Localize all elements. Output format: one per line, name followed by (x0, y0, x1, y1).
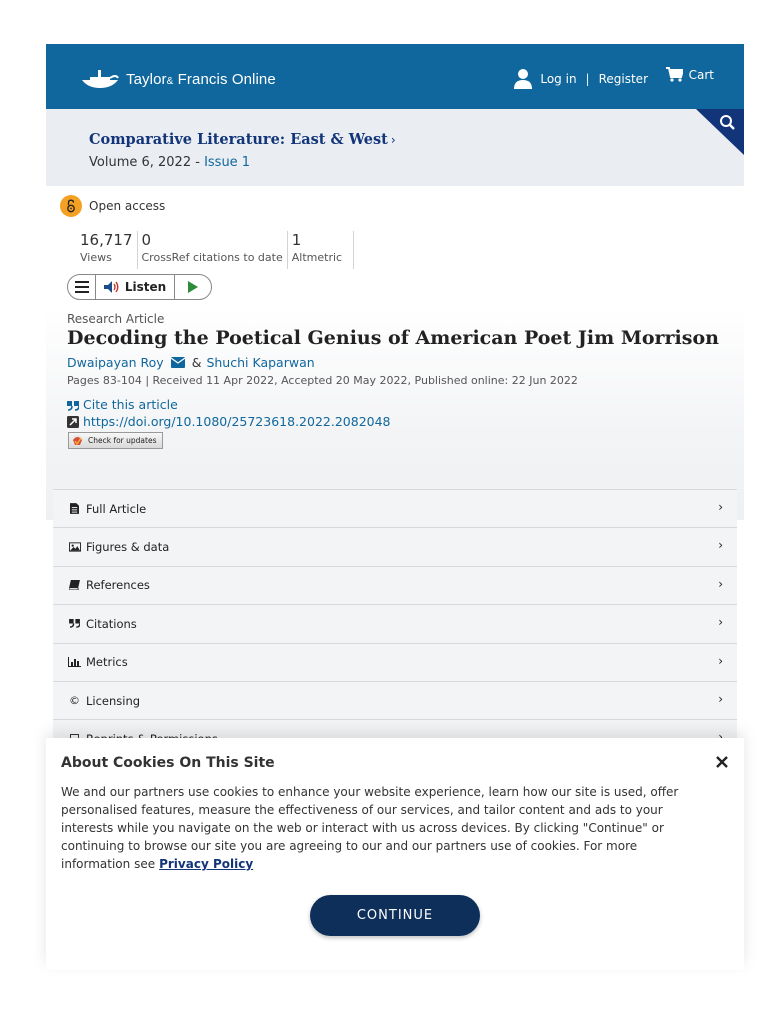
site-logo[interactable] (80, 68, 276, 90)
article-title: Decoding the Poetical Genius of American Poet Jim Morrison (67, 327, 719, 349)
metric-label: Views (80, 251, 112, 264)
listen-widget (67, 274, 212, 300)
journal-band (46, 109, 744, 186)
chevron-right-icon: › (718, 691, 723, 706)
section-full-article[interactable] (53, 489, 737, 527)
separator: | (585, 72, 590, 86)
publication-info: Pages 83-104 | Received 11 Apr 2022, Accepted 20 May 2022, Published online: 22 Jun 2022 (67, 374, 578, 387)
cookie-text (61, 783, 701, 873)
user-links (513, 68, 648, 90)
cart-icon (666, 67, 683, 82)
image-icon (68, 541, 81, 553)
chevron-right-icon: › (718, 653, 723, 668)
metric-views[interactable] (80, 231, 138, 269)
play-icon (188, 281, 198, 293)
section-citations[interactable] (53, 604, 737, 642)
article-header (46, 306, 744, 520)
logo-text: Taylor& Francis Online (126, 70, 276, 88)
section-references[interactable] (53, 566, 737, 604)
lamp-logo-icon (80, 68, 120, 90)
metric-value: 0 (141, 231, 152, 249)
section-label: Metrics (86, 655, 128, 670)
metric-citations[interactable] (138, 231, 288, 269)
chevron-right-icon: › (718, 500, 723, 514)
login-link[interactable]: Log in (540, 72, 577, 86)
continue-button[interactable]: CONTINUE (310, 895, 480, 936)
author-list (67, 355, 315, 370)
doi-link[interactable] (67, 414, 391, 429)
chevron-right-icon: › (718, 615, 723, 630)
file-text-icon (68, 503, 81, 515)
quote-icon (68, 618, 81, 630)
copyright-icon: © (69, 694, 80, 708)
book-icon (68, 579, 81, 591)
page-frame (46, 44, 744, 708)
issue-link[interactable]: Issue 1 (204, 155, 251, 170)
author-link[interactable]: Shuchi Kaparwan (206, 355, 315, 370)
cite-label: Cite this article (83, 397, 178, 412)
listen-button[interactable] (96, 275, 175, 299)
cite-article-link[interactable] (67, 397, 178, 412)
article-type: Research Article (67, 312, 165, 326)
section-label: Figures & data (86, 540, 170, 555)
doi-text: https://doi.org/10.1080/25723618.2022.2082048 (83, 414, 391, 429)
author-link[interactable]: Dwaipayan Roy (67, 355, 164, 370)
play-button[interactable] (175, 281, 211, 293)
metric-value: 1 (291, 231, 302, 249)
issue-line (89, 155, 250, 170)
section-figures-data[interactable] (53, 527, 737, 565)
cart-label: Cart (688, 67, 714, 82)
metric-value: 16,717 (80, 231, 133, 249)
check-updates-label: Check for updates (88, 436, 157, 445)
register-link[interactable]: Register (598, 72, 648, 86)
menu-icon (75, 281, 89, 293)
section-licensing[interactable] (53, 681, 737, 719)
journal-title: Comparative Literature: East & West (89, 131, 388, 148)
open-access-label: Open access (89, 199, 166, 213)
section-label: Licensing (86, 693, 141, 708)
section-metrics[interactable] (53, 643, 737, 681)
close-icon[interactable] (714, 754, 730, 770)
author-separator: & (191, 355, 202, 370)
chevron-right-icon: › (390, 133, 396, 147)
chevron-right-icon: › (718, 576, 723, 591)
external-link-icon (67, 416, 79, 428)
open-access-icon (60, 195, 82, 217)
chevron-right-icon: › (718, 538, 723, 553)
article-metrics (80, 231, 354, 269)
cookie-banner (46, 738, 744, 970)
section-label: Citations (86, 616, 137, 631)
search-button[interactable] (696, 109, 744, 155)
section-label: References (86, 578, 150, 593)
journal-title-link[interactable] (89, 131, 396, 148)
metric-label: CrossRef citations to date (141, 251, 283, 264)
article-sections (53, 489, 737, 758)
volume-text: Volume 6, 2022 - (89, 155, 205, 170)
check-updates-icon (72, 435, 83, 446)
cart-link[interactable] (666, 67, 714, 82)
check-for-updates-button[interactable] (68, 432, 163, 449)
bar-chart-icon (68, 656, 81, 668)
listen-menu-button[interactable] (68, 275, 96, 299)
cookie-body: We and our partners use cookies to enhance your website experience, learn how our site is used, offer personalised features, measure the effectiveness of our services, and tailor content and ads to your interests while you navigate on the web or interact with us across devices. By clicking "Continue" or continuing to browse our site you are agreeing to our and our partners use of cookies. For more information see (61, 785, 679, 871)
metric-altmetric[interactable] (288, 231, 354, 269)
site-header (46, 44, 744, 109)
speaker-icon (104, 281, 120, 293)
cookie-title: About Cookies On This Site (61, 755, 275, 771)
open-access-row (60, 195, 165, 217)
listen-label: Listen (124, 280, 167, 294)
envelope-icon[interactable] (171, 357, 185, 368)
privacy-policy-link[interactable]: Privacy Policy (159, 857, 254, 871)
user-icon[interactable] (513, 68, 533, 90)
section-label: Full Article (86, 501, 147, 516)
quote-icon (67, 399, 79, 411)
metric-label: Altmetric (291, 251, 343, 264)
